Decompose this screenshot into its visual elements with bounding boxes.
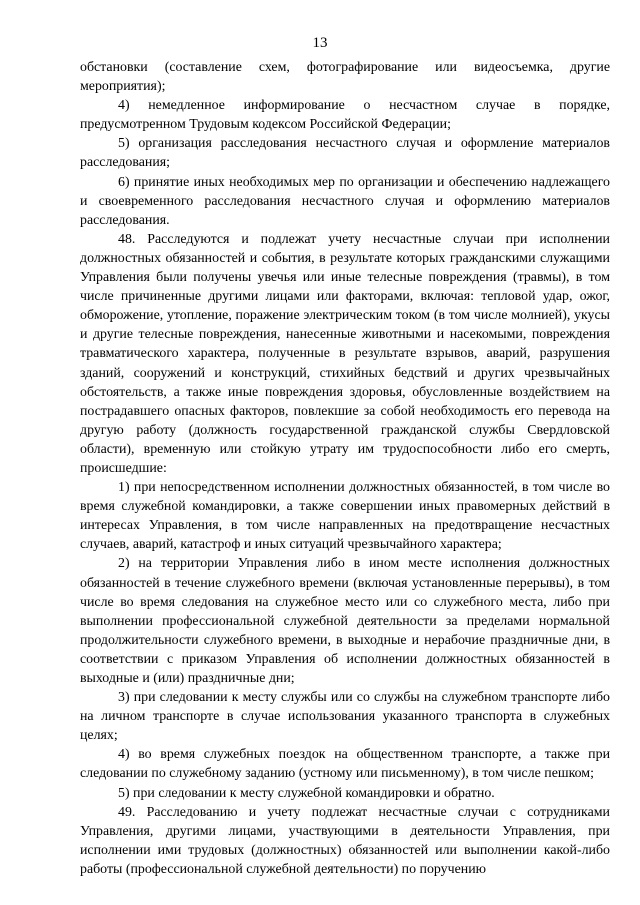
- paragraph-48-item-4: 4) во время служебных поездок на общественном транспорте, а также при следовании по служебному заданию (устному или письменному), в том числе пешком;: [80, 747, 610, 782]
- paragraph-48-item-1: 1) при непосредственном исполнении должностных обязанностей, в том числе во время служебной командировки, а также совершении иных правомерных действий в интересах Управления, в том числе направленных на предотвращение несчастных случаев, аварий, катастроф и иных ситуаций чрезвычайного характера;: [80, 480, 610, 553]
- paragraph-continuation: обстановки (составление схем, фотографирование или видеосъемка, другие мероприятия);: [80, 60, 610, 95]
- paragraph-clause-48: 48. Расследуются и подлежат учету несчастные случаи при исполнении должностных обязанностей и события, в результате которых гражданскими служащими Управления были получены увечья или иные телесные повреждения (травмы), в том числе причиненные другими лицами или факторами, включая: тепловой удар, ожог, обморожение, утопление, поражение электрическим током (в том числе молнией), укусы и другие телесные повреждения, нанесенные животными и насекомыми, повреждения травматического характера, полученные в результате взрывов, аварий, разрушения зданий, сооружений и конструкций, стихийных бедствий и других чрезвычайных обстоятельств, а также иные повреждения здоровья, обусловленные воздействием на пострадавшего опасных факторов, повлекшие за собой необходимость его перевода на другую работу (должность государственной гражданской службы Свердловской области), временную или стойкую утрату им трудоспособности либо его смерть, происшедшие:: [80, 231, 610, 476]
- paragraph-48-item-3: 3) при следовании к месту службы или со службы на служебном транспорте либо на личном транспорте в случае использования указанного транспорта в служебных целях;: [80, 690, 610, 744]
- document-body: [80, 58, 610, 879]
- paragraph-48-item-5: 5) при следовании к месту служебной командировки и обратно.: [118, 785, 495, 801]
- paragraph-item-5: 5) организация расследования несчастного случая и оформление материалов расследования;: [80, 136, 610, 171]
- paragraph-48-item-2: 2) на территории Управления либо в ином месте исполнения должностных обязанностей в течение служебного времени (включая установленные перерывы), в том числе во время следования на служебное место или со служебного места, либо при выполнении профессиональной служебной деятельности за пределами нормальной продолжительности служебного времени, в выходные и нерабочие праздничные дни, в соответствии с приказом Управления об исполнении должностных обязанностей в выходные и (или) праздничные дни;: [80, 556, 610, 686]
- paragraph-clause-49: 49. Расследованию и учету подлежат несчастные случаи с сотрудниками Управления, другими лицами, участвующими в деятельности Управления, при исполнении ими трудовых (должностных) обязанностей или выполнении какой-либо работы (профессиональной служебной деятельности) по поручению: [80, 804, 610, 877]
- page-number: 13: [312, 35, 328, 51]
- paragraph-item-6: 6) принятие иных необходимых мер по организации и обеспечению надлежащего и своевременного расследования несчастного случая и оформлению материалов расследования.: [80, 174, 610, 228]
- paragraph-item-4: 4) немедленное информирование о несчастном случае в порядке, предусмотренном Трудовым кодексом Российской Федерации;: [80, 98, 610, 133]
